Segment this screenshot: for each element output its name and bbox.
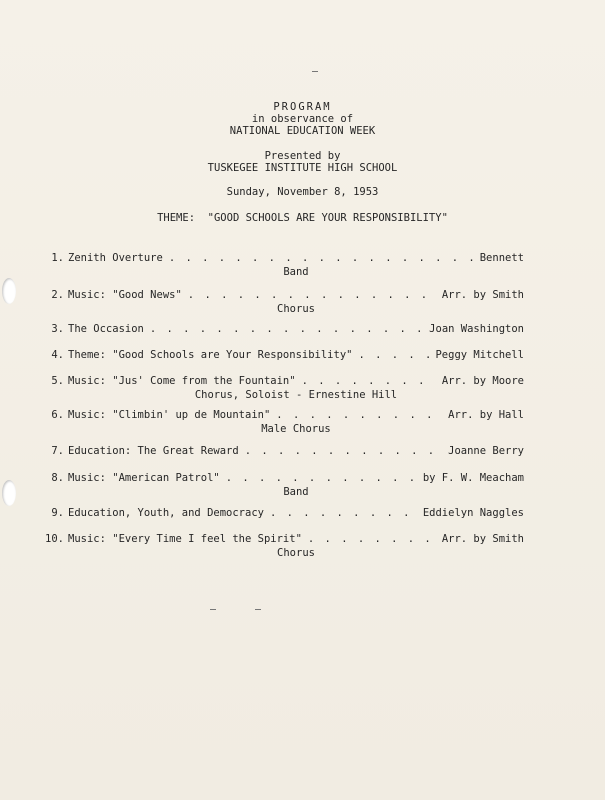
leader-dots [308,532,436,546]
school-name: TUSKEGEE INSTITUTE HIGH SCHOOL [207,162,398,174]
program-item [44,348,524,362]
item-performer: Joanne Berry [448,445,524,457]
item-number: 10. [45,533,64,545]
leader-dots [226,471,417,485]
leader-dots [358,348,429,362]
program-item [44,374,524,402]
leader-dots [150,322,423,336]
program-item [44,288,524,316]
item-number: 7. [51,445,64,457]
item-subtitle: Chorus, Soloist - Ernestine Hill [194,389,398,401]
item-subtitle: Chorus [277,303,315,315]
item-performer: Arr. by Smith [441,289,524,301]
item-performer: Peggy Mitchell [435,349,524,361]
date-block [0,186,605,198]
item-subtitle: Band [283,266,309,278]
item-number: 8. [51,472,64,484]
item-performer: Arr. by Hall [448,409,524,421]
leader-dots [188,288,436,302]
punch-hole-lower [2,480,16,506]
item-number: 6. [51,409,64,421]
item-title: Education, Youth, and Democracy [68,507,264,519]
observance-line: in observance of [251,113,354,125]
item-number: 4. [51,349,64,361]
program-item [44,251,524,279]
leader-dots [245,444,442,458]
item-performer: Joan Washington [429,323,524,335]
paper-mark [210,609,216,610]
presenter-block [0,150,605,174]
item-subtitle: Male Chorus [261,423,331,435]
item-performer: by F. W. Meacham [422,472,524,484]
item-performer: Eddielyn Naggles [422,507,524,519]
item-number: 1. [51,252,64,264]
program-item [44,444,524,458]
item-performer: Arr. by Moore [441,375,524,387]
program-item [44,532,524,560]
item-title: Education: The Great Reward [68,445,239,457]
item-title: Music: "Good News" [68,289,182,301]
leader-dots [276,408,442,422]
item-number: 3. [51,323,64,335]
item-number: 2. [51,289,64,301]
item-subtitle: Chorus [277,547,315,559]
program-item [44,506,524,520]
presented-by-line: Presented by [264,150,341,162]
item-title: Music: "Every Time I feel the Spirit" [68,533,302,545]
leader-dots [302,374,436,388]
item-title: Zenith Overture [68,252,163,264]
header-block [0,101,605,137]
program-item [44,471,524,499]
item-title: Music: "Jus' Come from the Fountain" [68,375,296,387]
program-title: PROGRAM [273,101,332,113]
paper-mark [312,71,318,72]
paper-mark [255,609,261,610]
item-title: Music: "American Patrol" [68,472,220,484]
punch-hole-upper [2,278,16,304]
program-date: Sunday, November 8, 1953 [226,186,379,198]
program-item [44,408,524,436]
event-name: NATIONAL EDUCATION WEEK [229,125,376,137]
item-title: Music: "Climbin' up de Mountain" [68,409,271,421]
item-performer: Bennett [479,252,524,264]
item-title: Theme: "Good Schools are Your Responsibility" [68,349,353,361]
item-title: The Occasion [68,323,144,335]
item-performer: Arr. by Smith [441,533,524,545]
leader-dots [169,251,474,265]
leader-dots [270,506,417,520]
item-number: 9. [51,507,64,519]
item-subtitle: Band [283,486,309,498]
program-item [44,322,524,336]
theme-line: THEME: "GOOD SCHOOLS ARE YOUR RESPONSIBILITY" [157,212,448,224]
item-number: 5. [51,375,64,387]
